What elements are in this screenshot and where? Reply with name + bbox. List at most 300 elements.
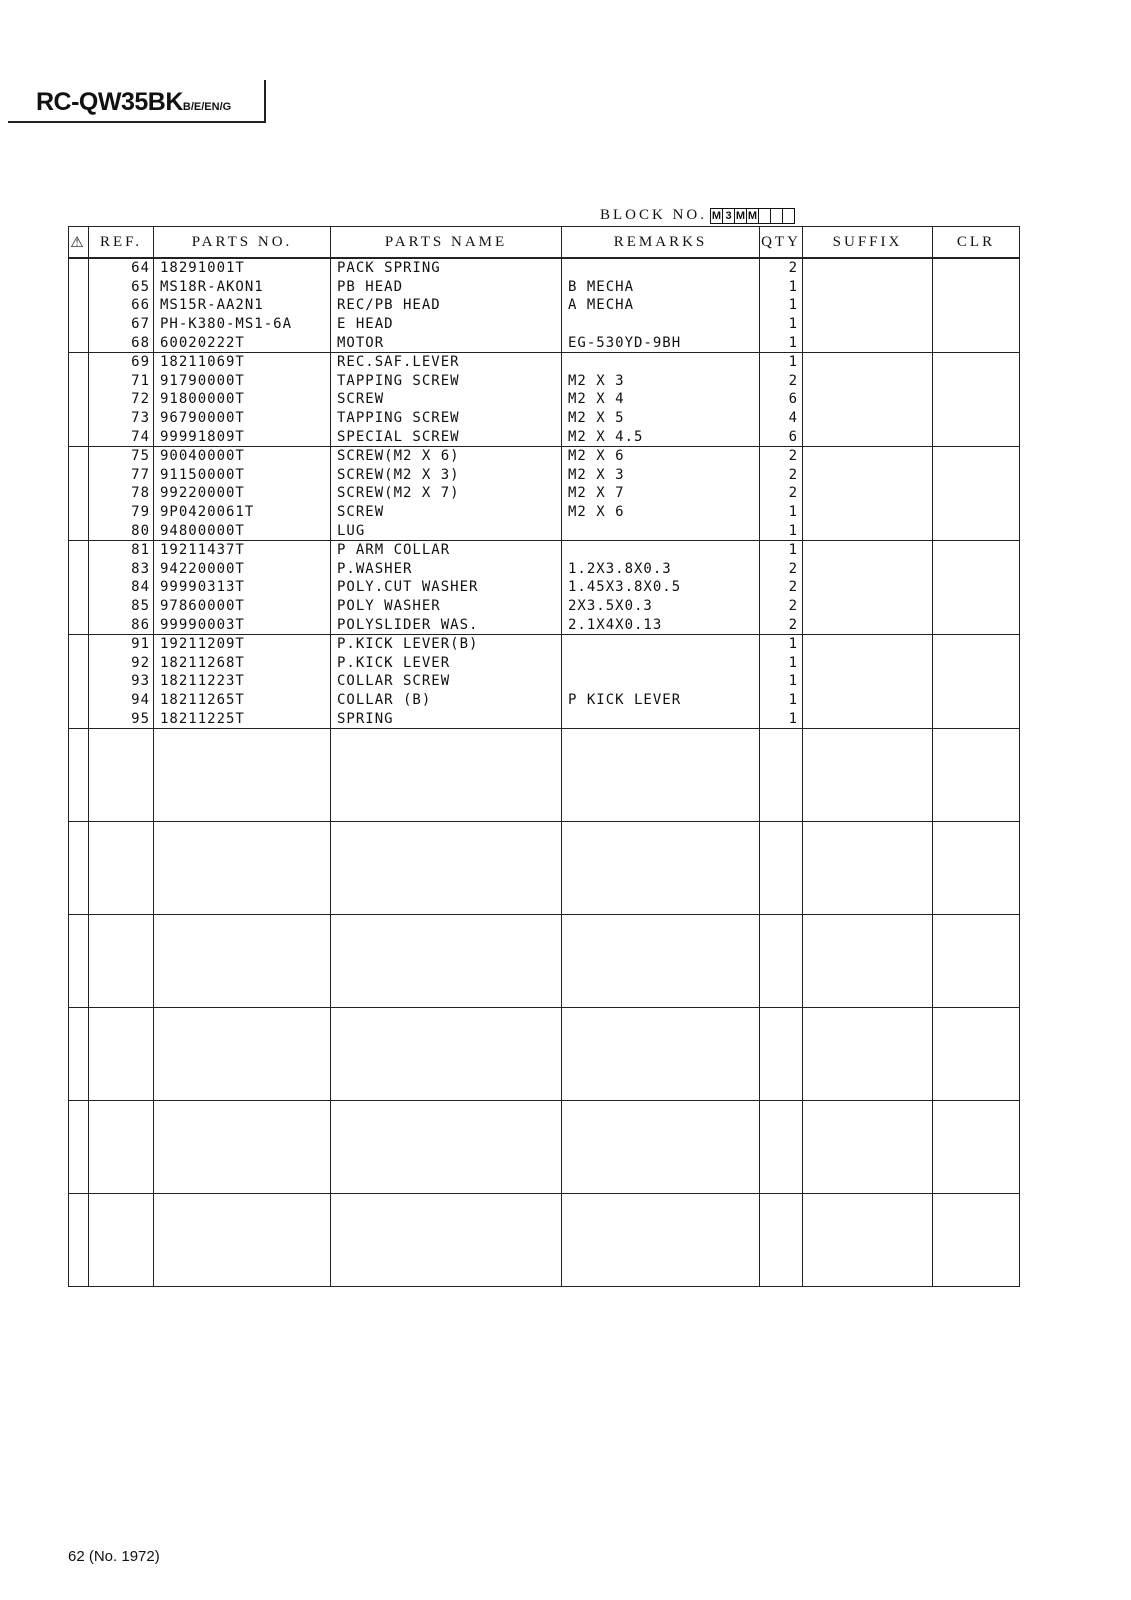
qty-cell: 2	[760, 372, 803, 391]
suffix-cell	[803, 615, 933, 634]
ref-cell: 94	[89, 691, 154, 710]
remarks-cell: M2 X 3	[562, 372, 760, 391]
col-qty: QTY	[760, 227, 803, 259]
remarks-cell	[562, 634, 760, 653]
blank-cell	[933, 914, 1020, 1007]
blank-cell	[69, 1100, 89, 1193]
table-row	[69, 278, 1020, 297]
parts-name-cell: SCREW(M2 X 3)	[331, 466, 562, 485]
parts-name-cell: LUG	[331, 521, 562, 540]
parts-name-cell: P.KICK LEVER	[331, 653, 562, 672]
table-row	[69, 521, 1020, 540]
model-number	[36, 88, 231, 117]
blank-cell	[89, 728, 154, 821]
warn-cell	[69, 653, 89, 672]
blank-cell	[89, 821, 154, 914]
blank-cell	[154, 914, 331, 1007]
remarks-cell: M2 X 4.5	[562, 427, 760, 446]
qty-cell: 6	[760, 390, 803, 409]
warn-cell	[69, 597, 89, 616]
blank-cell	[803, 914, 933, 1007]
parts-no-cell: 18211268T	[154, 653, 331, 672]
ref-cell: 77	[89, 466, 154, 485]
qty-cell: 1	[760, 296, 803, 315]
table-row	[69, 258, 1020, 278]
qty-cell: 4	[760, 409, 803, 428]
ref-cell: 79	[89, 503, 154, 522]
suffix-cell	[803, 484, 933, 503]
parts-no-cell: MS15R-AA2N1	[154, 296, 331, 315]
blank-cell	[331, 728, 562, 821]
clr-cell	[933, 296, 1020, 315]
remarks-cell: M2 X 6	[562, 446, 760, 465]
suffix-cell	[803, 597, 933, 616]
suffix-cell	[803, 672, 933, 691]
warn-cell	[69, 315, 89, 334]
remarks-cell: 1.2X3.8X0.3	[562, 560, 760, 579]
ref-cell: 91	[89, 634, 154, 653]
warning-icon: ⚠	[69, 227, 89, 259]
table-row	[69, 578, 1020, 597]
parts-name-cell: PB HEAD	[331, 278, 562, 297]
remarks-cell: M2 X 5	[562, 409, 760, 428]
remarks-cell: B MECHA	[562, 278, 760, 297]
col-parts-no: PARTS NO.	[154, 227, 331, 259]
parts-no-cell: 18211069T	[154, 352, 331, 371]
ref-cell: 66	[89, 296, 154, 315]
clr-cell	[933, 390, 1020, 409]
parts-name-cell: P.WASHER	[331, 560, 562, 579]
remarks-cell: EG-530YD-9BH	[562, 333, 760, 352]
title-divider-vertical	[264, 80, 266, 122]
table-row	[69, 691, 1020, 710]
remarks-cell	[562, 653, 760, 672]
table-row	[69, 503, 1020, 522]
remarks-cell: 2X3.5X0.3	[562, 597, 760, 616]
col-remarks: REMARKS	[562, 227, 760, 259]
table-row	[69, 352, 1020, 371]
parts-name-cell: SCREW(M2 X 6)	[331, 446, 562, 465]
parts-no-cell: 18211265T	[154, 691, 331, 710]
parts-name-cell: SCREW(M2 X 7)	[331, 484, 562, 503]
block-number	[600, 207, 795, 224]
ref-cell: 84	[89, 578, 154, 597]
qty-cell: 1	[760, 653, 803, 672]
qty-cell: 1	[760, 521, 803, 540]
parts-list-table	[68, 226, 1020, 1287]
clr-cell	[933, 278, 1020, 297]
suffix-cell	[803, 315, 933, 334]
clr-cell	[933, 709, 1020, 728]
parts-no-cell: 91800000T	[154, 390, 331, 409]
parts-no-cell: 91150000T	[154, 466, 331, 485]
blank-row	[69, 821, 1020, 914]
qty-cell: 1	[760, 634, 803, 653]
qty-cell: 2	[760, 560, 803, 579]
blank-cell	[89, 1007, 154, 1100]
qty-cell: 1	[760, 540, 803, 559]
clr-cell	[933, 333, 1020, 352]
ref-cell: 92	[89, 653, 154, 672]
col-clr: CLR	[933, 227, 1020, 259]
parts-name-cell: SCREW	[331, 503, 562, 522]
parts-no-cell: 9P0420061T	[154, 503, 331, 522]
clr-cell	[933, 653, 1020, 672]
suffix-cell	[803, 409, 933, 428]
qty-cell: 1	[760, 315, 803, 334]
clr-cell	[933, 540, 1020, 559]
warn-cell	[69, 484, 89, 503]
remarks-cell	[562, 540, 760, 559]
suffix-cell	[803, 709, 933, 728]
remarks-cell	[562, 315, 760, 334]
parts-name-cell: POLY.CUT WASHER	[331, 578, 562, 597]
warn-cell	[69, 672, 89, 691]
warn-cell	[69, 521, 89, 540]
parts-no-cell: PH-K380-MS1-6A	[154, 315, 331, 334]
parts-name-cell: COLLAR SCREW	[331, 672, 562, 691]
title-divider-horizontal	[8, 121, 266, 123]
remarks-cell	[562, 521, 760, 540]
parts-no-cell: 18211223T	[154, 672, 331, 691]
blank-cell	[803, 1007, 933, 1100]
ref-cell: 74	[89, 427, 154, 446]
parts-name-cell: SPECIAL SCREW	[331, 427, 562, 446]
clr-cell	[933, 597, 1020, 616]
parts-no-cell: 94800000T	[154, 521, 331, 540]
blank-cell	[562, 1193, 760, 1286]
parts-name-cell: SCREW	[331, 390, 562, 409]
qty-cell: 1	[760, 352, 803, 371]
blank-row	[69, 914, 1020, 1007]
parts-no-cell: 99220000T	[154, 484, 331, 503]
table-row	[69, 672, 1020, 691]
warn-cell	[69, 709, 89, 728]
blank-cell	[69, 1193, 89, 1286]
remarks-cell	[562, 672, 760, 691]
warn-cell	[69, 278, 89, 297]
model-name: RC-QW35BK	[36, 88, 183, 116]
parts-no-cell: 99991809T	[154, 427, 331, 446]
remarks-cell: M2 X 7	[562, 484, 760, 503]
ref-cell: 86	[89, 615, 154, 634]
remarks-cell: A MECHA	[562, 296, 760, 315]
suffix-cell	[803, 503, 933, 522]
table-row	[69, 540, 1020, 559]
clr-cell	[933, 503, 1020, 522]
parts-name-cell: SPRING	[331, 709, 562, 728]
suffix-cell	[803, 278, 933, 297]
suffix-cell	[803, 560, 933, 579]
blank-row	[69, 1193, 1020, 1286]
parts-name-cell: POLYSLIDER WAS.	[331, 615, 562, 634]
table-row	[69, 709, 1020, 728]
blank-cell	[562, 1100, 760, 1193]
suffix-cell	[803, 466, 933, 485]
parts-name-cell: P ARM COLLAR	[331, 540, 562, 559]
qty-cell: 1	[760, 333, 803, 352]
warn-cell	[69, 390, 89, 409]
suffix-cell	[803, 372, 933, 391]
parts-no-cell: 18291001T	[154, 258, 331, 278]
parts-no-cell: 19211437T	[154, 540, 331, 559]
blank-cell	[933, 821, 1020, 914]
table-row	[69, 560, 1020, 579]
blank-cell	[933, 728, 1020, 821]
suffix-cell	[803, 691, 933, 710]
qty-cell: 1	[760, 672, 803, 691]
ref-cell: 93	[89, 672, 154, 691]
ref-cell: 72	[89, 390, 154, 409]
parts-no-cell: 99990003T	[154, 615, 331, 634]
table-row	[69, 484, 1020, 503]
clr-cell	[933, 634, 1020, 653]
remarks-cell: 2.1X4X0.13	[562, 615, 760, 634]
clr-cell	[933, 672, 1020, 691]
col-parts-name: PARTS NAME	[331, 227, 562, 259]
clr-cell	[933, 315, 1020, 334]
warn-cell	[69, 691, 89, 710]
blank-cell	[562, 914, 760, 1007]
parts-no-cell: 94220000T	[154, 560, 331, 579]
warn-cell	[69, 615, 89, 634]
blank-cell	[760, 1100, 803, 1193]
table-header-row	[69, 227, 1020, 259]
suffix-cell	[803, 258, 933, 278]
table-row	[69, 446, 1020, 465]
clr-cell	[933, 521, 1020, 540]
blank-cell	[562, 1007, 760, 1100]
warn-cell	[69, 333, 89, 352]
suffix-cell	[803, 296, 933, 315]
parts-no-cell: 19211209T	[154, 634, 331, 653]
suffix-cell	[803, 352, 933, 371]
blank-cell	[803, 821, 933, 914]
parts-name-cell: PACK SPRING	[331, 258, 562, 278]
warn-cell	[69, 446, 89, 465]
ref-cell: 85	[89, 597, 154, 616]
remarks-cell: M2 X 4	[562, 390, 760, 409]
parts-no-cell: 96790000T	[154, 409, 331, 428]
blank-cell	[331, 914, 562, 1007]
remarks-cell: M2 X 6	[562, 503, 760, 522]
blank-cell	[331, 1100, 562, 1193]
remarks-cell: M2 X 3	[562, 466, 760, 485]
table-row	[69, 296, 1020, 315]
clr-cell	[933, 258, 1020, 278]
qty-cell: 2	[760, 466, 803, 485]
blank-row	[69, 1007, 1020, 1100]
ref-cell: 95	[89, 709, 154, 728]
table-row	[69, 653, 1020, 672]
qty-cell: 2	[760, 597, 803, 616]
blank-cell	[69, 821, 89, 914]
block-code-box: M	[735, 209, 746, 222]
parts-no-cell: 97860000T	[154, 597, 331, 616]
blank-cell	[154, 728, 331, 821]
clr-cell	[933, 484, 1020, 503]
blank-cell	[760, 914, 803, 1007]
ref-cell: 78	[89, 484, 154, 503]
blank-cell	[803, 1193, 933, 1286]
table-row	[69, 615, 1020, 634]
warn-cell	[69, 352, 89, 371]
table-row	[69, 315, 1020, 334]
parts-name-cell: P.KICK LEVER(B)	[331, 634, 562, 653]
table-row	[69, 390, 1020, 409]
blank-cell	[760, 1007, 803, 1100]
blank-cell	[89, 914, 154, 1007]
remarks-cell	[562, 709, 760, 728]
blank-cell	[154, 1007, 331, 1100]
table-row	[69, 427, 1020, 446]
table-row	[69, 597, 1020, 616]
ref-cell: 75	[89, 446, 154, 465]
qty-cell: 2	[760, 258, 803, 278]
clr-cell	[933, 560, 1020, 579]
blank-cell	[154, 821, 331, 914]
qty-cell: 1	[760, 503, 803, 522]
blank-cell	[331, 1007, 562, 1100]
blank-cell	[69, 914, 89, 1007]
page-number: 62 (No. 1972)	[68, 1548, 160, 1565]
blank-cell	[933, 1100, 1020, 1193]
qty-cell: 6	[760, 427, 803, 446]
ref-cell: 71	[89, 372, 154, 391]
clr-cell	[933, 466, 1020, 485]
ref-cell: 83	[89, 560, 154, 579]
parts-no-cell: 99990313T	[154, 578, 331, 597]
table-row	[69, 333, 1020, 352]
clr-cell	[933, 427, 1020, 446]
clr-cell	[933, 409, 1020, 428]
suffix-cell	[803, 446, 933, 465]
blank-cell	[933, 1193, 1020, 1286]
ref-cell: 69	[89, 352, 154, 371]
table-row	[69, 634, 1020, 653]
ref-cell: 65	[89, 278, 154, 297]
blank-cell	[69, 1007, 89, 1100]
warn-cell	[69, 466, 89, 485]
parts-name-cell: MOTOR	[331, 333, 562, 352]
blank-cell	[760, 821, 803, 914]
warn-cell	[69, 578, 89, 597]
warn-cell	[69, 427, 89, 446]
qty-cell: 2	[760, 484, 803, 503]
blank-cell	[562, 821, 760, 914]
parts-no-cell: 90040000T	[154, 446, 331, 465]
blank-cell	[89, 1100, 154, 1193]
blank-cell	[760, 1193, 803, 1286]
remarks-cell	[562, 352, 760, 371]
qty-cell: 1	[760, 691, 803, 710]
ref-cell: 81	[89, 540, 154, 559]
blank-cell	[562, 728, 760, 821]
ref-cell: 68	[89, 333, 154, 352]
warn-cell	[69, 540, 89, 559]
remarks-cell	[562, 258, 760, 278]
block-code-box	[782, 208, 795, 224]
blank-cell	[803, 1100, 933, 1193]
block-code-box: 3	[722, 208, 735, 224]
parts-name-cell: REC/PB HEAD	[331, 296, 562, 315]
parts-no-cell: 91790000T	[154, 372, 331, 391]
qty-cell: 2	[760, 446, 803, 465]
warn-cell	[69, 409, 89, 428]
suffix-cell	[803, 634, 933, 653]
parts-no-cell: MS18R-AKON1	[154, 278, 331, 297]
remarks-cell: P KICK LEVER	[562, 691, 760, 710]
qty-cell: 2	[760, 578, 803, 597]
blank-row	[69, 728, 1020, 821]
blank-cell	[89, 1193, 154, 1286]
blank-cell	[933, 1007, 1020, 1100]
ref-cell: 73	[89, 409, 154, 428]
remarks-cell: 1.45X3.8X0.5	[562, 578, 760, 597]
warn-cell	[69, 258, 89, 278]
ref-cell: 80	[89, 521, 154, 540]
suffix-cell	[803, 540, 933, 559]
clr-cell	[933, 352, 1020, 371]
suffix-cell	[803, 390, 933, 409]
parts-no-cell: 60020222T	[154, 333, 331, 352]
table-row	[69, 372, 1020, 391]
suffix-cell	[803, 521, 933, 540]
parts-table-body	[69, 258, 1020, 1286]
warn-cell	[69, 503, 89, 522]
warn-cell	[69, 296, 89, 315]
ref-cell: 64	[89, 258, 154, 278]
blank-cell	[760, 728, 803, 821]
block-label: BLOCK NO.	[600, 207, 708, 223]
qty-cell: 2	[760, 615, 803, 634]
parts-no-cell: 18211225T	[154, 709, 331, 728]
suffix-cell	[803, 333, 933, 352]
col-suffix: SUFFIX	[803, 227, 933, 259]
blank-cell	[69, 728, 89, 821]
clr-cell	[933, 372, 1020, 391]
table-row	[69, 466, 1020, 485]
clr-cell	[933, 691, 1020, 710]
qty-cell: 1	[760, 709, 803, 728]
warn-cell	[69, 372, 89, 391]
blank-row	[69, 1100, 1020, 1193]
ref-cell: 67	[89, 315, 154, 334]
parts-name-cell: POLY WASHER	[331, 597, 562, 616]
suffix-cell	[803, 578, 933, 597]
qty-cell: 1	[760, 278, 803, 297]
parts-name-cell: TAPPING SCREW	[331, 409, 562, 428]
parts-name-cell: TAPPING SCREW	[331, 372, 562, 391]
model-suffix: B/E/EN/G	[182, 101, 232, 113]
clr-cell	[933, 446, 1020, 465]
blank-cell	[154, 1193, 331, 1286]
block-code-box: M	[711, 209, 722, 222]
suffix-cell	[803, 653, 933, 672]
table-row	[69, 409, 1020, 428]
suffix-cell	[803, 427, 933, 446]
parts-name-cell: COLLAR (B)	[331, 691, 562, 710]
blank-cell	[331, 821, 562, 914]
clr-cell	[933, 615, 1020, 634]
parts-name-cell: REC.SAF.LEVER	[331, 352, 562, 371]
blank-cell	[331, 1193, 562, 1286]
col-ref: REF.	[89, 227, 154, 259]
block-code-box: M	[747, 209, 758, 222]
parts-name-cell: E HEAD	[331, 315, 562, 334]
blank-cell	[803, 728, 933, 821]
warn-cell	[69, 560, 89, 579]
